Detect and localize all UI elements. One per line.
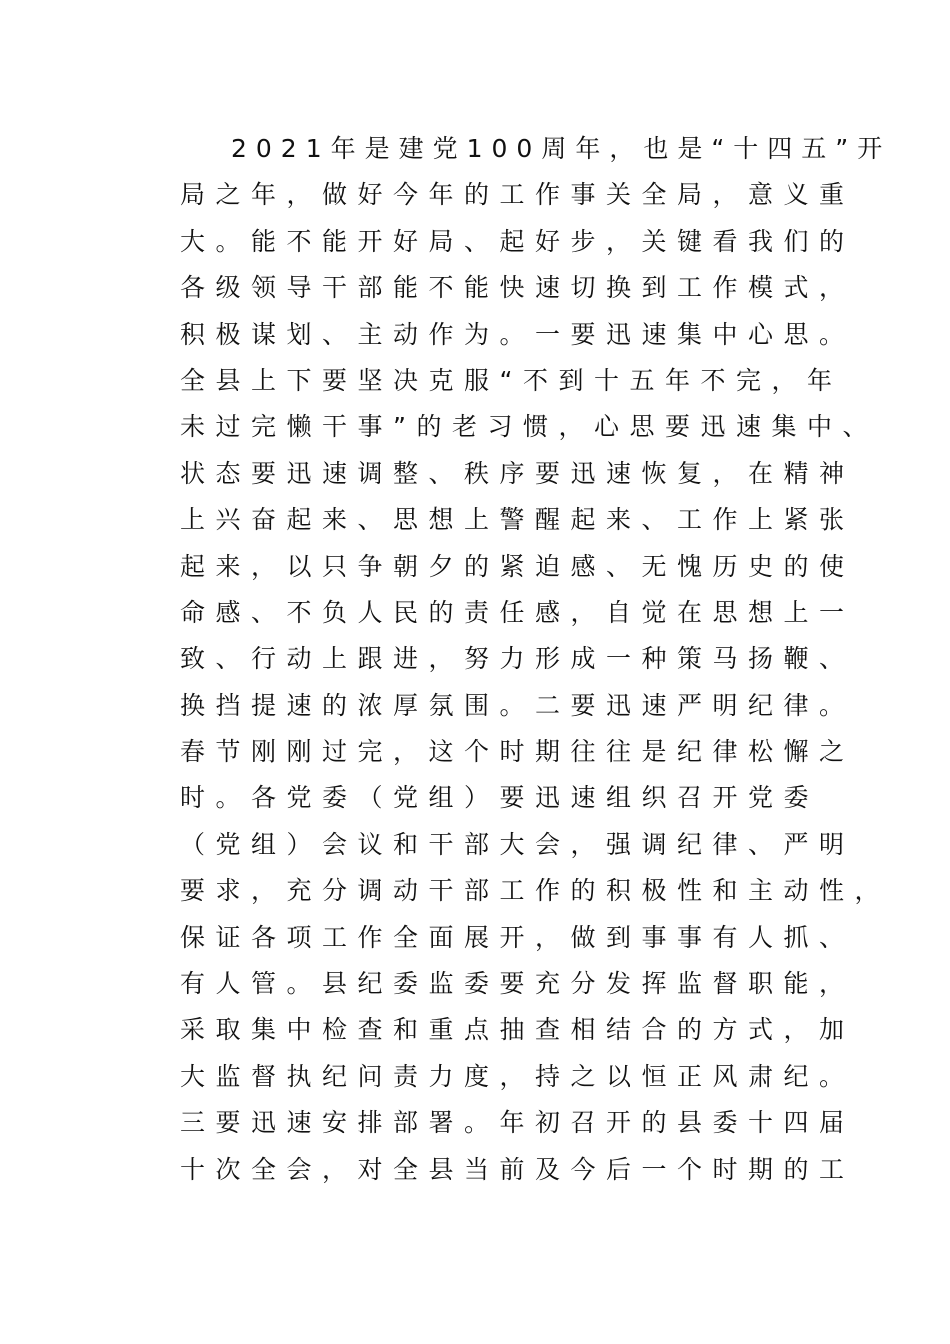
text-line: 2021年是建党100周年，也是“十四五”开	[231, 134, 892, 163]
text-line: 命感、不负人民的责任感，自觉在思想上一	[180, 597, 855, 627]
text-line: 积极谋划、主动作为。一要迅速集中心思。	[180, 319, 855, 349]
text-line: 各级领导干部能不能快速切换到工作模式，	[180, 273, 855, 303]
text-line: 有人管。县纪委监委要充分发挥监督职能，	[180, 969, 855, 999]
text-line: 采取集中检查和重点抽查相结合的方式，加	[180, 1015, 855, 1045]
text-line: 十次全会，对全县当前及今后一个时期的工	[180, 1154, 855, 1184]
text-line: 致、行动上跟进，努力形成一种策马扬鞭、	[180, 644, 855, 674]
text-line: 换挡提速的浓厚氛围。二要迅速严明纪律。	[180, 690, 855, 720]
text-line: 大。能不能开好局、起好步，关键看我们的	[180, 226, 855, 256]
text-line: 时。各党委（党组）要迅速组织召开党委	[180, 783, 820, 813]
text-line: 起来，以只争朝夕的紧迫感、无愧历史的使	[180, 551, 855, 581]
text-line: 三要迅速安排部署。年初召开的县委十四届	[180, 1108, 855, 1138]
body-paragraph	[180, 126, 892, 1193]
text-line: （党组）会议和干部大会，强调纪律、严明	[180, 829, 855, 859]
text-line: 大监督执纪问责力度，持之以恒正风肃纪。	[180, 1061, 855, 1091]
text-line: 未过完懒干事”的老习惯，心思要迅速集中、	[180, 412, 878, 442]
text-line: 全县上下要坚决克服“不到十五年不完，年	[180, 365, 843, 395]
text-line: 状态要迅速调整、秩序要迅速恢复，在精神	[180, 458, 855, 488]
text-line: 上兴奋起来、思想上警醒起来、工作上紧张	[180, 505, 855, 535]
text-line: 春节刚刚过完，这个时期往往是纪律松懈之	[180, 737, 855, 767]
text-line: 局之年，做好今年的工作事关全局，意义重	[180, 180, 855, 210]
text-line: 保证各项工作全面展开，做到事事有人抓、	[180, 922, 855, 952]
text-line: 要求，充分调动干部工作的积极性和主动性，	[180, 876, 891, 906]
